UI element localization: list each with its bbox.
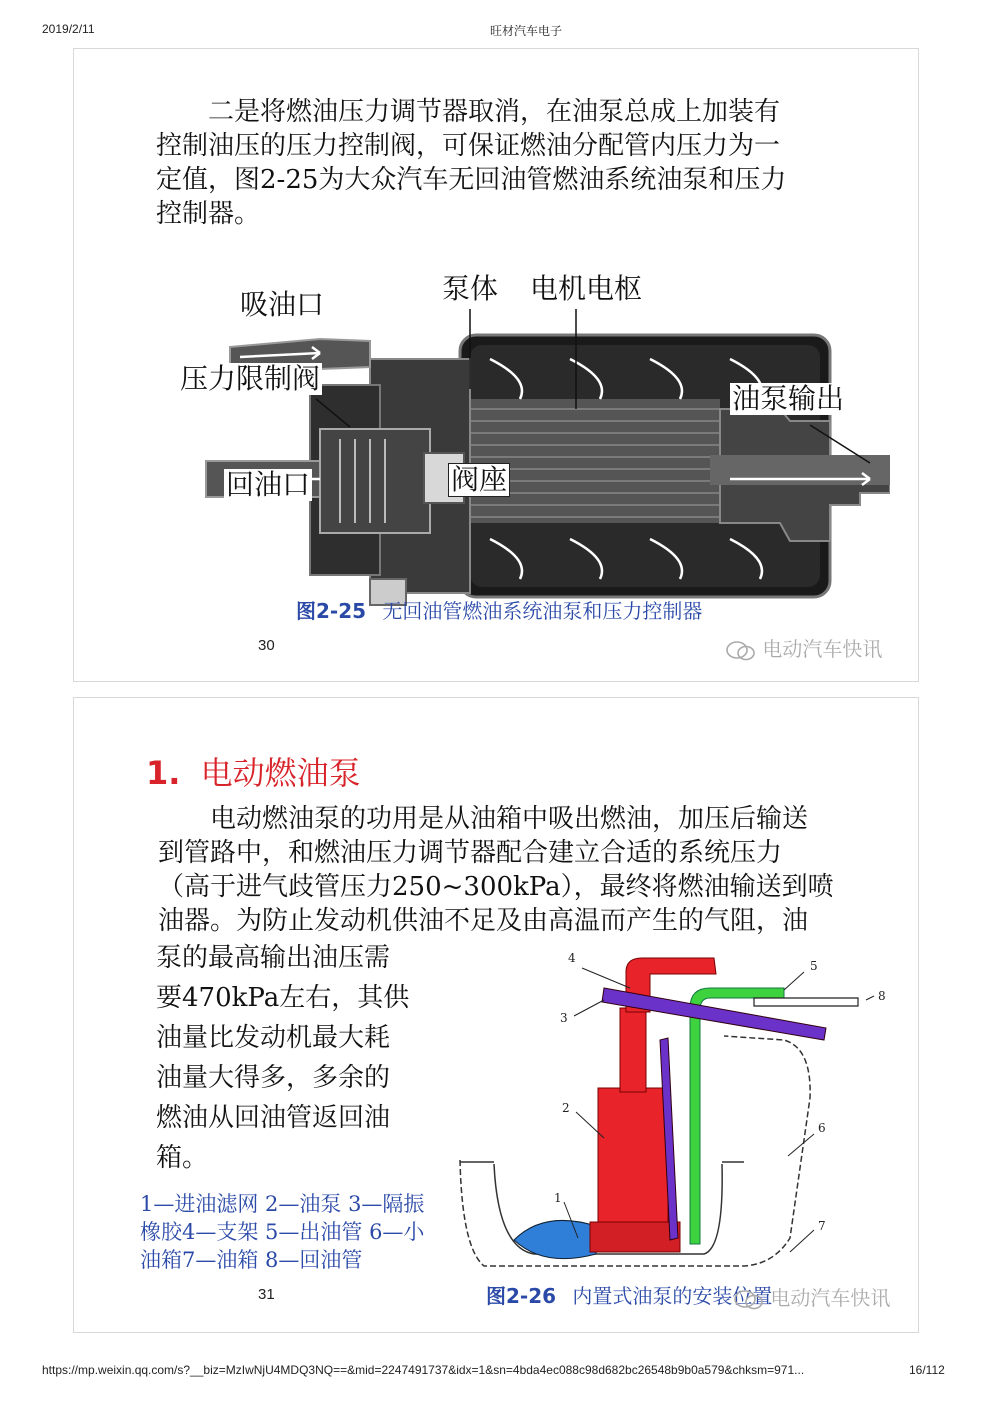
figure-caption-2-25 bbox=[296, 595, 702, 624]
text-line: 箱。 bbox=[156, 1143, 209, 1173]
header-title: 旺材汽车电子 bbox=[490, 24, 563, 38]
diagram-number-8: 8 bbox=[878, 989, 886, 1003]
diagram-number-2: 2 bbox=[562, 1101, 570, 1115]
slide2-paragraph-full bbox=[158, 802, 888, 938]
figure-caption-2-26 bbox=[486, 1280, 772, 1309]
watermark bbox=[734, 1282, 890, 1311]
text-line: 控制器。 bbox=[156, 199, 261, 229]
diagram-number-3: 3 bbox=[560, 1011, 568, 1025]
slide-31 bbox=[73, 697, 919, 1333]
label-return-port: 回油口 bbox=[226, 468, 311, 501]
legend-line: 橡胶4—支架 5—出油管 6—小 bbox=[140, 1220, 425, 1244]
caption-text: 无回油管燃油系统油泵和压力控制器 bbox=[382, 599, 703, 623]
section-title bbox=[146, 748, 361, 794]
text-line: 二是将燃油压力调节器取消，在油泵总成上加装有 bbox=[208, 97, 781, 127]
text-line: 到管路中，和燃油压力调节器配合建立合适的系统压力 bbox=[158, 838, 783, 868]
diagram-number-7: 7 bbox=[818, 1219, 826, 1233]
text-line: 油量比发动机最大耗 bbox=[156, 1023, 391, 1053]
label-pump-outlet: 油泵输出 bbox=[732, 382, 845, 415]
text-line: （高于进气歧管压力250~300kPa），最终将燃油输送到喷 bbox=[158, 872, 834, 902]
wechat-icon bbox=[726, 641, 756, 661]
footer-page-counter: 16/112 bbox=[909, 1363, 945, 1377]
section-title-text: 电动燃油泵 bbox=[200, 754, 361, 792]
caption-number: 图2-26 bbox=[486, 1284, 557, 1308]
header-date: 2019/2/11 bbox=[42, 22, 95, 36]
label-pressure-relief-valve: 压力限制阀 bbox=[180, 362, 321, 395]
watermark-text: 电动汽车快讯 bbox=[762, 637, 883, 661]
text-line: 要470kPa左右，其供 bbox=[156, 983, 410, 1013]
text-line: 定值，图2-25为大众汽车无回油管燃油系统油泵和压力 bbox=[156, 165, 787, 195]
text-line: 电动燃油泵的功用是从油箱中吸出燃油，加压后输送 bbox=[210, 804, 809, 834]
slide1-paragraph bbox=[156, 95, 876, 231]
slide-30 bbox=[73, 48, 919, 682]
slide-page-number: 30 bbox=[258, 637, 275, 654]
section-number: 1. bbox=[146, 754, 181, 792]
label-valve-seat: 阀座 bbox=[448, 463, 510, 497]
in-tank-fuel-pump-diagram bbox=[454, 948, 914, 1278]
text-line: 控制油压的压力控制阀，可保证燃油分配管内压力为一 bbox=[156, 131, 781, 161]
diagram-number-4: 4 bbox=[568, 951, 576, 965]
diagram-legend bbox=[140, 1190, 470, 1274]
diagram-number-1: 1 bbox=[554, 1191, 562, 1205]
legend-line: 油箱7—油箱 8—回油管 bbox=[140, 1248, 363, 1272]
caption-text: 内置式油泵的安装位置 bbox=[572, 1284, 773, 1308]
text-line: 泵的最高输出油压需 bbox=[156, 943, 391, 973]
watermark bbox=[726, 633, 882, 662]
watermark-text: 电动汽车快讯 bbox=[770, 1286, 891, 1310]
caption-number: 图2-25 bbox=[296, 599, 367, 623]
wechat-icon bbox=[734, 1290, 764, 1310]
legend-line: 1—进油滤网 2—油泵 3—隔振 bbox=[140, 1192, 425, 1216]
text-line: 油器。为防止发动机供油不足及由高温而产生的气阻，油 bbox=[158, 906, 809, 936]
label-motor-armature: 电机电枢 bbox=[530, 272, 643, 305]
slide2-paragraph-narrow bbox=[156, 938, 446, 1178]
footer-url[interactable]: https://mp.weixin.qq.com/s?__biz=MzIwNjU4MDQ3NQ==&mid=2247491737&idx=1&sn=4bda4ec088c98d682bc26548b9b0a579&chksm=971... bbox=[42, 1363, 805, 1377]
text-line: 燃油从回油管返回油 bbox=[156, 1103, 391, 1133]
text-line: 油量大得多，多余的 bbox=[156, 1063, 391, 1093]
label-suction-inlet: 吸油口 bbox=[240, 288, 325, 321]
slide-page-number: 31 bbox=[258, 1286, 275, 1303]
diagram-number-6: 6 bbox=[818, 1121, 826, 1135]
diagram-number-5: 5 bbox=[810, 959, 818, 973]
label-pump-body: 泵体 bbox=[442, 272, 499, 305]
